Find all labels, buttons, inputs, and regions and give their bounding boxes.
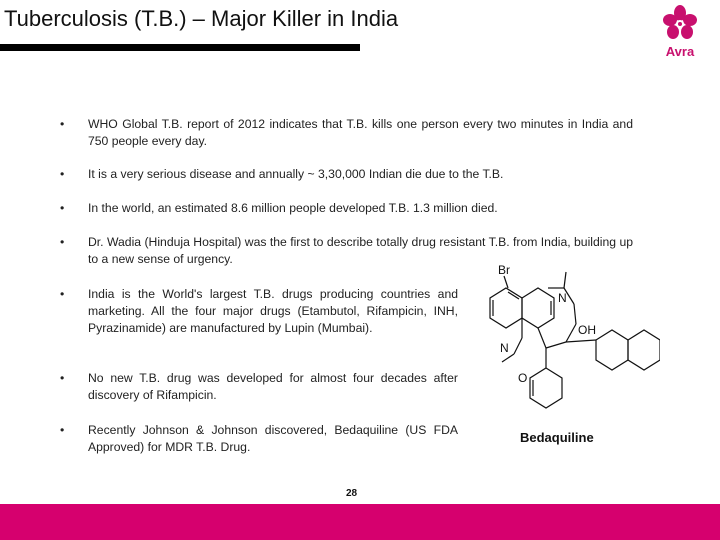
bullet-glyph: • (60, 167, 65, 181)
bullet-text: In the world, an estimated 8.6 million people developed T.B. 1.3 million died. (88, 201, 498, 215)
footer-bar (0, 504, 720, 540)
page-number: 28 (346, 488, 358, 499)
title-underline (0, 44, 360, 51)
n-ring-label: N (500, 341, 509, 355)
bullet-glyph: • (60, 235, 65, 249)
n-amine-label: N (558, 291, 567, 305)
molecule-caption: Bedaquiline (520, 430, 594, 445)
bullet-glyph: • (60, 287, 65, 301)
avra-logo (654, 4, 706, 64)
bullet-glyph: • (60, 201, 65, 215)
slide-title: Tuberculosis (T.B.) – Major Killer in India (4, 6, 399, 31)
flower-logo-icon (654, 4, 706, 44)
o-label: O (518, 371, 528, 385)
bullet-glyph: • (60, 371, 65, 385)
bullet-text: It is a very serious disease and annually ~ 3,30,000 Indian die due to the T.B. (88, 167, 504, 181)
bullet-text: No new T.B. drug was developed for almost four decades after discovery of Rifampicin. (88, 371, 458, 402)
bullet-text: WHO Global T.B. report of 2012 indicates that T.B. kills one person every two minutes in India and 750 people every day. (88, 117, 633, 148)
bullet-text: Dr. Wadia (Hinduja Hospital) was the first to describe totally drug resistant T.B. from India, building up to a new sense of urgency. (88, 235, 633, 266)
bedaquiline-structure-image (478, 258, 660, 428)
bullet-text: India is the World's largest T.B. drugs producing countries and marketing. All the four major drugs (Etambutol, Rifampicin, INH, Pyrazinamide) are manufactured by Lupin (Mumbai). (88, 287, 458, 335)
br-label: Br (498, 263, 510, 277)
oh-label: OH (578, 323, 596, 337)
bullet-text: Recently Johnson & Johnson discovered, Bedaquiline (US FDA Approved) for MDR T.B. Drug. (88, 423, 458, 454)
bullet-glyph: • (60, 423, 65, 437)
bullet-glyph: • (60, 117, 65, 131)
logo-text: Avra (665, 44, 695, 59)
